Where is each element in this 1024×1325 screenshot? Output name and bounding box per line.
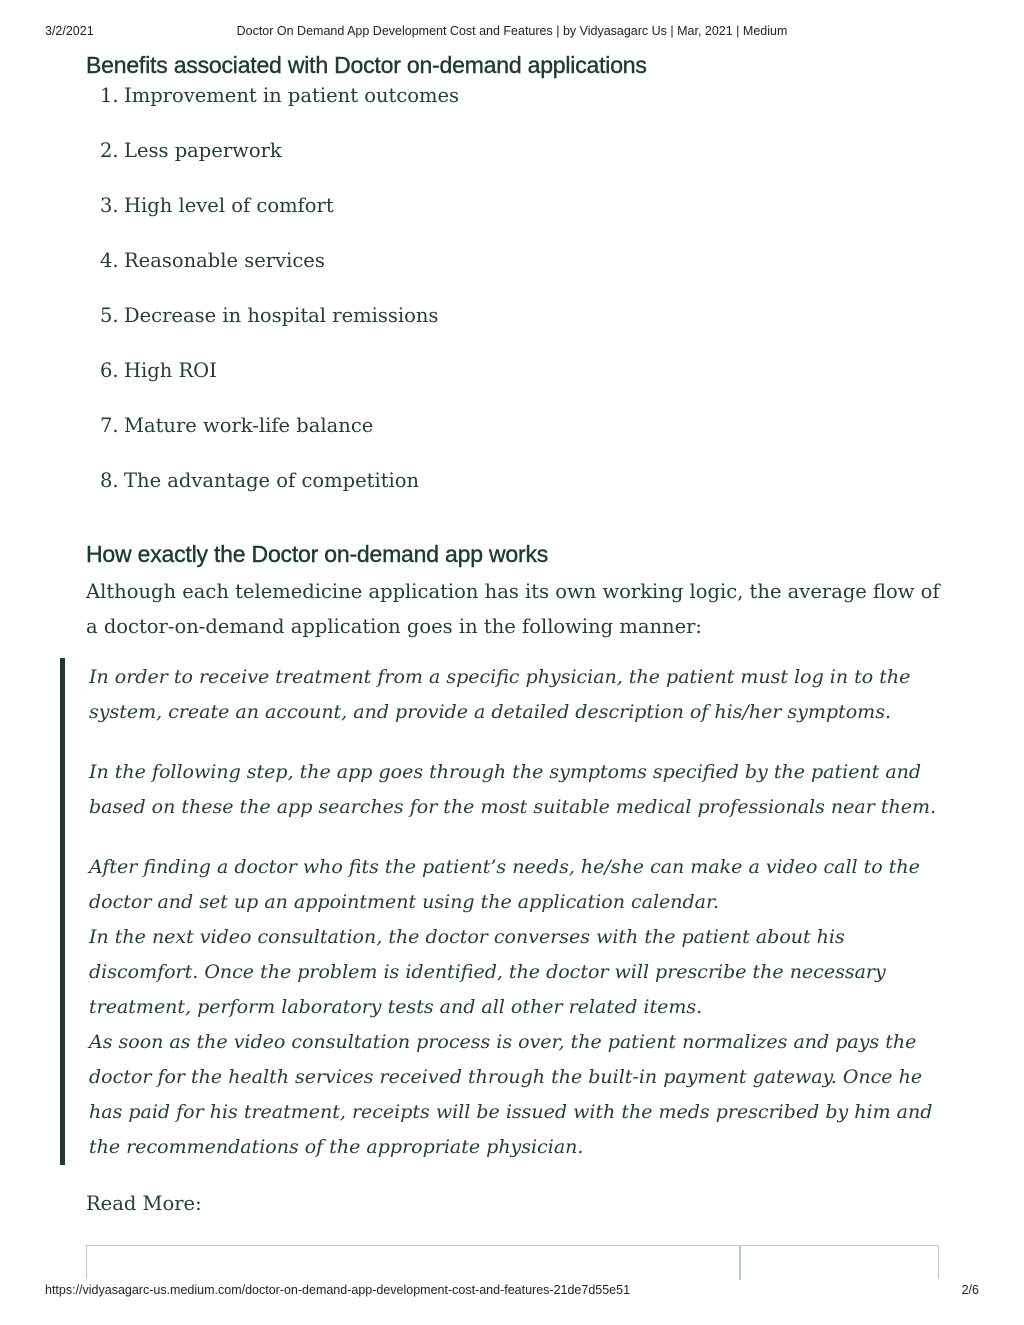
list-number: 8. [100, 469, 119, 492]
page-number: 2/6 [961, 1283, 979, 1297]
works-intro-paragraph: Although each telemedicine application has its own working logic, the average flow of a doctor-on-demand application goes in the following manner: [86, 580, 940, 638]
list-item [86, 407, 946, 462]
article-content [86, 48, 946, 644]
list-text: The advantage of competition [124, 469, 420, 492]
quote-paragraph-login: In order to receive treatment from a specific physician, the patient must log in to the system, create an account, and provide a detailed description of his/her symptoms. [89, 666, 911, 723]
list-text: High level of comfort [124, 194, 334, 217]
list-text: Mature work-life balance [124, 414, 374, 437]
list-text: Decrease in hospital remissions [124, 304, 439, 327]
list-item [86, 462, 946, 517]
list-item [86, 83, 946, 132]
list-text: High ROI [124, 359, 217, 382]
quote-line-payment: As soon as the video consultation process is over, the patient normalizes and pays the doctor for the health services received through the built-in payment gateway. Once he has paid for his treatment, receipts will be issued with the meds prescribed by him and the recommendations of the appropriate physician. [89, 1031, 933, 1158]
quote-paragraph-search: In the following step, the app goes through the symptoms specified by the patient and based on these the app searches for the most suitable medical professionals near them. [89, 761, 936, 818]
list-text: Reasonable services [124, 249, 325, 272]
benefits-heading: Benefits associated with Doctor on-demand applications [86, 52, 647, 78]
list-number: 6. [100, 359, 119, 382]
list-number: 7. [100, 414, 119, 437]
list-text: Improvement in patient outcomes [124, 84, 460, 107]
print-footer [0, 1283, 1024, 1301]
print-header [0, 24, 1024, 42]
card-divider [739, 1246, 741, 1280]
print-url: https://vidyasagarc-us.medium.com/doctor-on-demand-app-development-cost-and-features-21de7d55e51 [45, 1283, 631, 1297]
quote-line-consultation: In the next video consultation, the doctor converses with the patient about his discomfort. Once the problem is identified, the doctor will prescribe the necessary treatment, perform laboratory tests and all other related items. [89, 926, 886, 1018]
list-text: Less paperwork [124, 139, 282, 162]
list-number: 2. [100, 139, 119, 162]
list-item [86, 242, 946, 297]
list-item [86, 187, 946, 242]
list-number: 1. [100, 84, 119, 107]
list-number: 4. [100, 249, 119, 272]
read-more-label: Read More: [86, 1192, 202, 1215]
link-preview-card[interactable] [86, 1245, 939, 1279]
print-page-title: Doctor On Demand App Development Cost and Features | by Vidyasagarc Us | Mar, 2021 | Medium [236, 24, 788, 38]
list-number: 5. [100, 304, 119, 327]
quote-line-appointment: After finding a doctor who fits the patient’s needs, he/she can make a video call to the doctor and set up an appointment using the application calendar. [89, 856, 920, 913]
list-item [86, 297, 946, 352]
list-item [86, 352, 946, 407]
list-number: 3. [100, 194, 119, 217]
print-date: 3/2/2021 [45, 24, 94, 38]
benefits-list [86, 83, 946, 517]
works-heading: How exactly the Doctor on-demand app works [86, 541, 549, 567]
list-item [86, 132, 946, 187]
workflow-blockquote [60, 658, 950, 1165]
